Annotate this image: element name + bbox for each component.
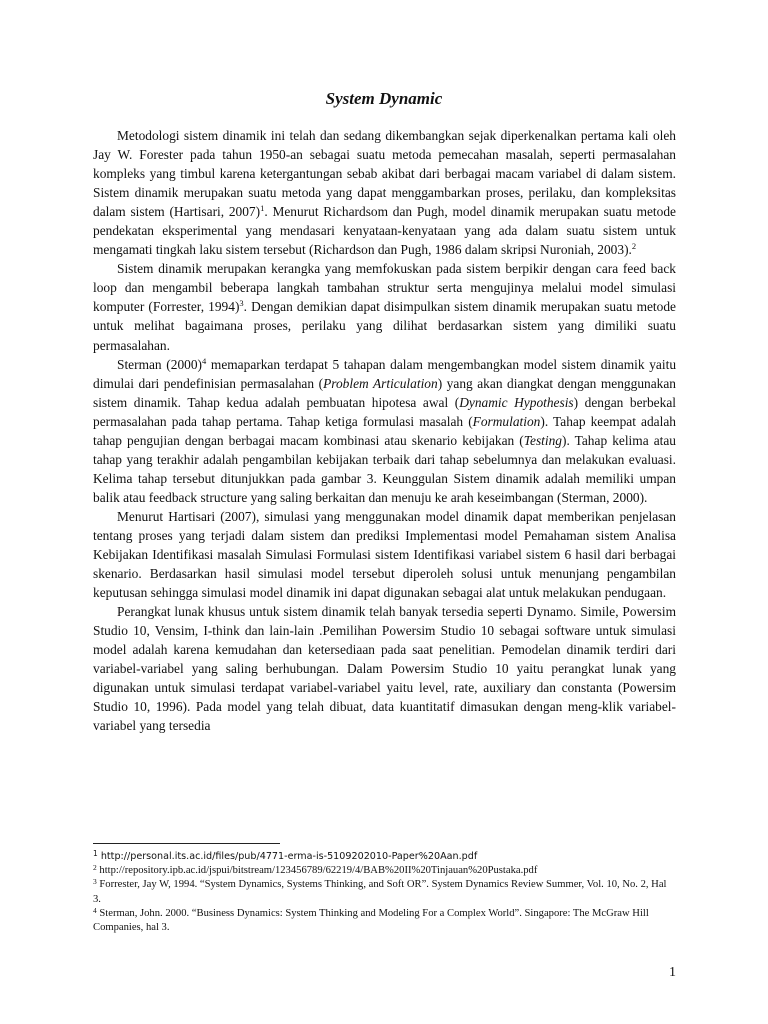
footnote-ref-1: 1 xyxy=(260,203,265,214)
footnote-1: $^1$ http://personal.its.ac.id/files/pub/4771-erma-is-5109202010-Paper%20Aan.pdf xyxy=(93,849,478,862)
page-title: System Dynamic xyxy=(325,89,443,108)
footnote-link-1[interactable]: http://personal.its.ac.id/files/pub/4771-erma-is-5109202010-Paper%20Aan.pdf xyxy=(100,851,478,862)
footnote-link-2[interactable]: http://repository.ipb.ac.id/jspui/bitstream/123456789/62219/4/BAB%20II%20Tinjauan%20Pustaka.pdf xyxy=(99,865,538,877)
footnote-divider xyxy=(93,843,280,844)
paragraph-2: Sistem dinamik merupakan kerangka yang memfokuskan pada sistem berpikir dengan cara feed back loop dan mengambil beberapa langkah tambahan struktur serta mengujinya melalui model simulasi komputer (Forrester, 1994)$^3$. Dengan demikian dapat disimpulkan sistem dinamik merupakan suatu metode untuk melihat bagaimana proses, perilaku yang dilihat berdasarkan sistem yang dimiliki suatu permasalahan. xyxy=(93,261,676,353)
paragraph-4: Menurut Hartisari (2007), simulasi yang menggunakan model dinamik dapat memberikan penjelasan tentang proses yang terjadi dalam sistem dan prediksi Implementasi model Pemahaman sistem Analisa Kebijakan Identifikasi masalah Simulasi Formulasi sistem Identifikasi variabel sistem 6 hasil dari berbagai skenario. Berdasarkan hasil simulasi model tersebut diperoleh solusi untuk menunjang pengambilan keputusan sehingga simulasi model dinamik ini dapat digunakan sebagai alat untuk melakukan pendugaan. xyxy=(93,508,676,601)
document-body xyxy=(93,126,676,736)
footnote-ref-4: 4 xyxy=(202,355,207,366)
footnote-ref-2: 2 xyxy=(631,241,637,252)
footnote-3: $^3$ Forrester, Jay W, 1994. “System Dynamics, Systems Thinking, and Soft OR”. System Dynamics Review Summer, Vol. 10, No. 2, Hal 3. xyxy=(93,877,667,905)
paragraph-1: Metodologi sistem dinamik ini telah dan sedang dikembangkan sejak diperkenalkan pertama kali oleh Jay W. Forester pada tahun 1950-an sebagai suatu metoda pemecahan masalah, seperti permasalahan kompleks yang timbul karena ketergantungan sebab akibat dari berbagai macam variabel di dalam sistem. Sistem dinamik merupakan suatu metoda yang dapat menggambarkan proses, perilaku, dan kompleksitas dalam sistem (Hartisari, 2007)$^1$. Menurut Richardsom dan Pugh, model dinamik merupakan suatu metode pendekatan eksperimental yang mendasari kenyataan-kenyataan yang ada dalam suatu sistem untuk mengamati tingkah laku sistem tersebut (Richardson dan Pugh, 1986 dalam skripsi Nuroniah, 2003).$^2$ xyxy=(93,128,676,258)
footnote-ref-3: 3 xyxy=(239,298,244,309)
footnotes xyxy=(93,850,676,935)
page-number: 1 xyxy=(669,965,676,980)
paragraph-3: Sterman $(2000)^4$ memaparkan terdapat 5 tahapan dalam mengembangkan model sistem dinamik yaitu dimulai dari pendefinisian permasalahan (Problem Articulation) yang akan diangkat dengan menggunakan sistem dinamik. Tahap kedua adalah pembuatan hipotesa awal (Dynamic Hypothesis) dengan berbekal permasalahan pada tahap pertama. Tahap ketiga formulasi masalah (Formulation). Tahap keempat adalah tahap pengujian dengan berbagai macam kombinasi atau skenario kebijakan (Testing). Tahap kelima atau tahap yang terakhir adalah pengambilan kebijakan terbaik dari tahap sebelumnya dan melakukan evaluasi. Kelima tahap tersebut ditunjukkan pada gambar 3. Keunggulan Sistem dinamik adalah memiliki umpan balik atau feedback structure yang saling berkaitan dan menuju ke arah keseimbangan (Sterman, 2000). xyxy=(93,355,677,505)
footnote-2: $^2$ http://repository.ipb.ac.id/jspui/bitstream/123456789/62219/4/BAB%20II%20Tinjauan%20Pustaka.pdf xyxy=(93,863,538,877)
paragraph-5: Perangkat lunak khusus untuk sistem dinamik telah banyak tersedia seperti Dynamo. Simile, Powersim Studio 10, Vensim, I-think dan lain-lain .Pemilihan Powersim Studio 10 sebagai software untuk simulasi model adalah karena kemudahan dan ketersediaan pada saat penelitian. Pemodelan dinamik terdiri dari variabel-variabel yang saling berhubungan. Dalam Powersim Studio 10 yaitu perangkat lunak yang digunakan untuk simulasi terdapat variabel-variabel yaitu level, rate, auxiliary dan constanta (Powersim Studio 10, 1996). Pada model yang telah dibuat, data kuantitatif dimasukan dengan meng-klik variabel-variabel yang tersedia xyxy=(93,604,676,734)
footnote-4: $^4$ Sterman, John. 2000. “Business Dynamics: System Thinking and Modeling For a Complex World”. Singapore: The McGraw Hill Companies, hal 3. xyxy=(93,905,649,934)
